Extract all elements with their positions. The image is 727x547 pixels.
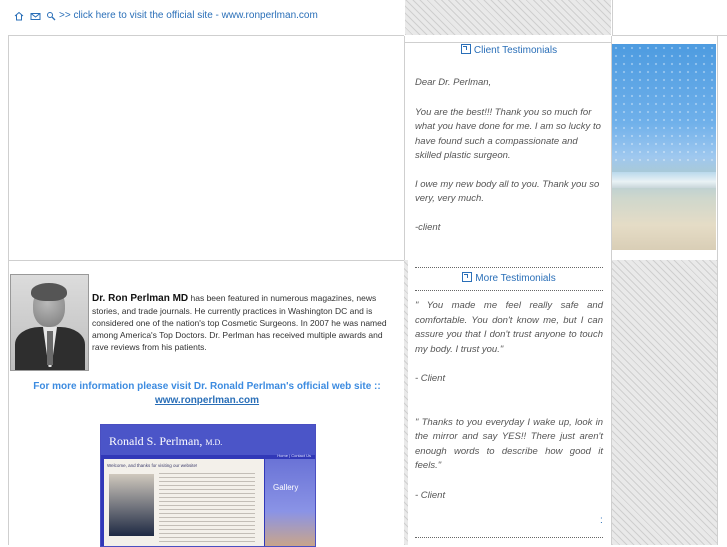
beach-sky-pattern (612, 44, 716, 164)
external-link-icon (462, 272, 472, 282)
home-icon[interactable] (14, 11, 24, 21)
horizontal-divider (9, 260, 404, 261)
testimonial-quote-2: " Thanks to you everyday I wake up, look in the mirror and say YES!! There just aren't enough words to describe how good it feels." (415, 416, 603, 471)
external-link-icon (461, 44, 471, 54)
thumbnail-nav: Home | Contact Us (277, 453, 311, 458)
thumbnail-name: Ronald S. Perlman (109, 434, 200, 448)
top-link-bar (8, 0, 404, 36)
dotted-separator (415, 267, 603, 268)
testimonials-top-rule (405, 42, 612, 43)
column-divider-upper (404, 36, 405, 260)
client-testimonials-label: Client Testimonials (473, 45, 558, 56)
more-info-text: For more information please visit Dr. Ronald Perlman's official web site :: (33, 381, 381, 392)
trailing-colon: : (600, 515, 603, 526)
testimonial-author-2: - Client (415, 489, 446, 501)
letter-paragraph-1: You are the best!!! Thank you so much for what you have done for me. I am so lucky to have found such a compassionate and skilled plastic surgeon. (415, 106, 601, 161)
portrait-hair (31, 283, 67, 301)
thumbnail-sidebar (265, 459, 315, 546)
top-links (14, 10, 318, 21)
doctor-portrait (10, 274, 89, 371)
site-preview-thumbnail[interactable] (100, 424, 316, 547)
thumbnail-suffix: M.D. (205, 438, 223, 447)
top-right-cell (612, 0, 727, 36)
more-testimonials-label: More Testimonials (475, 273, 556, 284)
testimonial-quote-1: " You made me feel really safe and comfortable. You don't know me, but I can assure you that I don't trust anyone to touch my body. I trust you." (415, 300, 603, 355)
beach-photo (612, 44, 716, 250)
bio-text: has been featured in numerous magazines, news stories, and trade journals. He currently practices in Washington DC and is considered one of the nation's top Cosmetic Surgeons. In 2007 he was named among America's Top Doctors. Dr. Perlman has received multiple awards and rave reviews from his patients. (92, 293, 387, 352)
more-testimonials (415, 272, 603, 284)
dotted-separator (415, 537, 603, 538)
client-testimonials (415, 44, 603, 235)
official-site-url[interactable]: www.ronperlman.com (154, 395, 260, 406)
mail-icon[interactable] (30, 11, 40, 21)
portrait-tie (47, 331, 53, 365)
testimonial-list (415, 299, 603, 503)
thumbnail-gallery: Gallery (273, 483, 299, 492)
letter-greeting: Dear Dr. Perlman, (415, 77, 492, 88)
hatched-panel-top (405, 0, 611, 35)
letter-paragraph-2: I owe my new body all to you. Thank you so very, very much. (415, 178, 600, 204)
top-bar (0, 0, 727, 36)
doctor-name: Dr. Ron Perlman MD (92, 293, 189, 304)
thumbnail-title: Ronald S. Perlman, M.D. (109, 434, 223, 448)
thumbnail-portrait (109, 474, 154, 536)
right-border (717, 36, 718, 545)
official-site-link[interactable]: >> click here to visit the official site - www.ronperlman.com (59, 10, 318, 21)
client-testimonials-title[interactable] (415, 44, 603, 56)
dotted-separator (415, 290, 603, 291)
thumbnail-welcome: Welcome, and thanks for visiting our website! (107, 463, 198, 468)
thumbnail-text-lines (159, 473, 255, 543)
testimonial-author-1: - Client (415, 373, 446, 384)
doctor-bio (92, 292, 392, 353)
more-testimonials-title[interactable] (415, 272, 603, 284)
left-border (8, 36, 9, 545)
more-info (14, 380, 400, 408)
beach-wave (612, 172, 716, 188)
column-divider-lower (404, 260, 408, 545)
hatched-panel-right (612, 260, 718, 545)
letter-signature: -client (415, 221, 441, 233)
search-icon[interactable] (46, 11, 56, 21)
